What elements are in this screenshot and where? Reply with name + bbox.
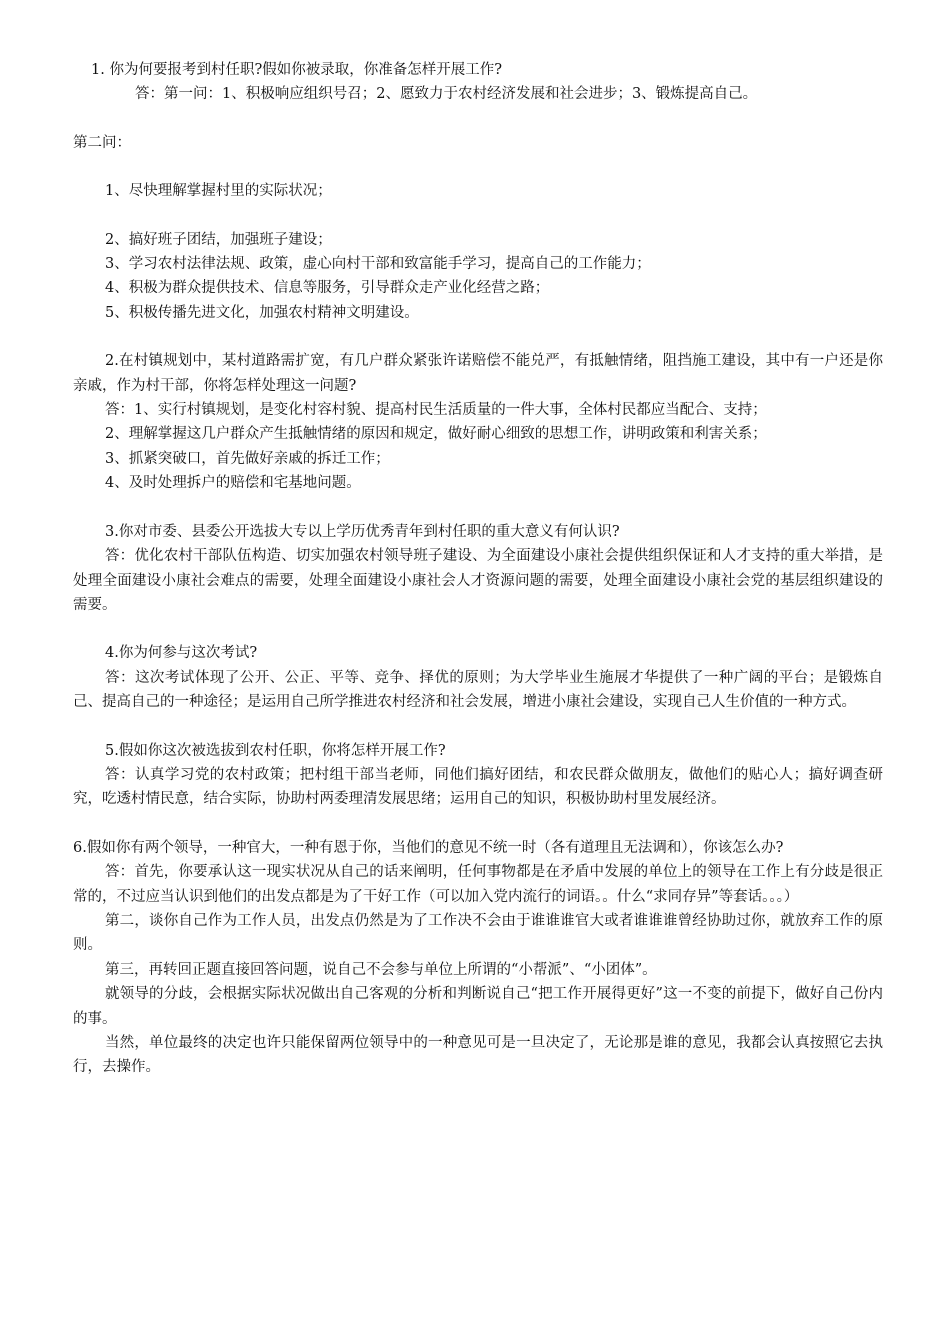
answer-2-item: 3、抓紧突破口，首先做好亲戚的拆迁工作；: [105, 450, 390, 467]
answer-6-paragraph: 第三，再转回正题直接回答问题，说自己不会参与单位上所谓的“小帮派”、“小团体”。: [105, 961, 657, 978]
question-3: 3.你对市委、县委公开选拔大专以上学历优秀青年到村任职的重大意义有何认识?: [105, 523, 620, 540]
question-1: 1. 你为何要报考到村任职?假如你被录取，你准备怎样开展工作?: [91, 62, 502, 78]
answer-6-paragraph: 答：首先，你要承认这一现实状况从自己的话来阐明，任何事物都是在矛盾中发展的单位上的领导在工作上有分歧是很正常的，不过应当认识到他们的出发点都是为了干好工作（可以加入党内流行的词语。。什么“求同存异”等套话。。。）: [73, 864, 883, 905]
document-page: [73, 58, 883, 1080]
question-2: 2.在村镇规划中，某村道路需扩宽，有几户群众紧张许诺赔偿不能兑严，有抵触情绪，阻挡施工建设，其中有一户还是你亲戚，作为村干部，你将怎样处理这一问题?: [73, 353, 883, 394]
answer-1-item: 2、搞好班子团结，加强班子建设；: [105, 231, 332, 248]
answer-1-item: 5、积极传播先进文化，加强农村精神文明建设。: [105, 304, 419, 321]
question-6: 6.假如你有两个领导，一种官大，一种有恩于你，当他们的意见不统一时（各有道理且无法调和），你该怎么办?: [73, 839, 784, 856]
answer-6-paragraph: 第二，谈你自己作为工作人员，出发点仍然是为了工作决不会由于谁谁谁官大或者谁谁谁曾经协助过你，就放弃工作的原则。: [73, 912, 883, 954]
answer-3: 答：优化农村干部队伍构造、切实加强农村领导班子建设、为全面建设小康社会提供组织保证和人才支持的重大举措，是处理全面建设小康社会难点的需要，处理全面建设小康社会人才资源问题的需要，处理全面建设小康社会党的基层组织建设的需要。: [73, 548, 883, 613]
answer-5: 答：认真学习党的农村政策；把村组干部当老师，同他们搞好团结，和农民群众做朋友，做他们的贴心人；搞好调查研究，吃透村情民意，结合实际，协助村两委理清发展思绪；运用自己的知识，积极协助村里发展经济。: [73, 766, 883, 808]
question-4: 4.你为何参与这次考试?: [105, 645, 258, 662]
answer-6-paragraph: 当然，单位最终的决定也许只能保留两位领导中的一种意见可是一旦决定了，无论那是谁的意见，我都会认真按照它去执行，去操作。: [73, 1035, 883, 1076]
answer-1-item: 4、积极为群众提供技术、信息等服务，引导群众走产业化经营之路；: [105, 280, 550, 297]
answer-1-second-label: 第二问：: [73, 134, 131, 151]
answer-4: 答：这次考试体现了公开、公正、平等、竞争、择优的原则；为大学毕业生施展才华提供了一种广阔的平台；是锻炼自己、提高自己的一种途径；是运用自己所学推进农村经济和社会发展，增进小康社会建设，实现自己人生价值的一种方式。: [73, 669, 883, 711]
question-5: 5.假如你这次被选拔到农村任职，你将怎样开展工作?: [105, 742, 446, 759]
answer-1-first: 答：第一问：1、积极响应组织号召；2、愿致力于农村经济发展和社会进步；3、锻炼提高自己。: [135, 86, 758, 103]
answer-2-item: 4、及时处理拆户的赔偿和宅基地问题。: [105, 475, 361, 492]
answer-2-item: 2、理解掌握这几户群众产生抵触情绪的原因和规定，做好耐心细致的思想工作，讲明政策和利害关系；: [105, 426, 767, 443]
answer-1-item: 1、尽快理解掌握村里的实际状况；: [105, 183, 332, 200]
answer-1-item: 3、学习农村法律法规、政策，虚心向村干部和致富能手学习，提高自己的工作能力；: [105, 256, 651, 273]
answer-6-paragraph: 就领导的分歧，会根据实际状况做出自己客观的分析和判断说自己“把工作开展得更好”这一不变的前提下，做好自己份内的事。: [73, 986, 883, 1027]
answer-2-item: 答：1、实行村镇规划，是变化村容村貌、提高村民生活质量的一件大事，全体村民都应当配合、支持；: [105, 402, 767, 419]
